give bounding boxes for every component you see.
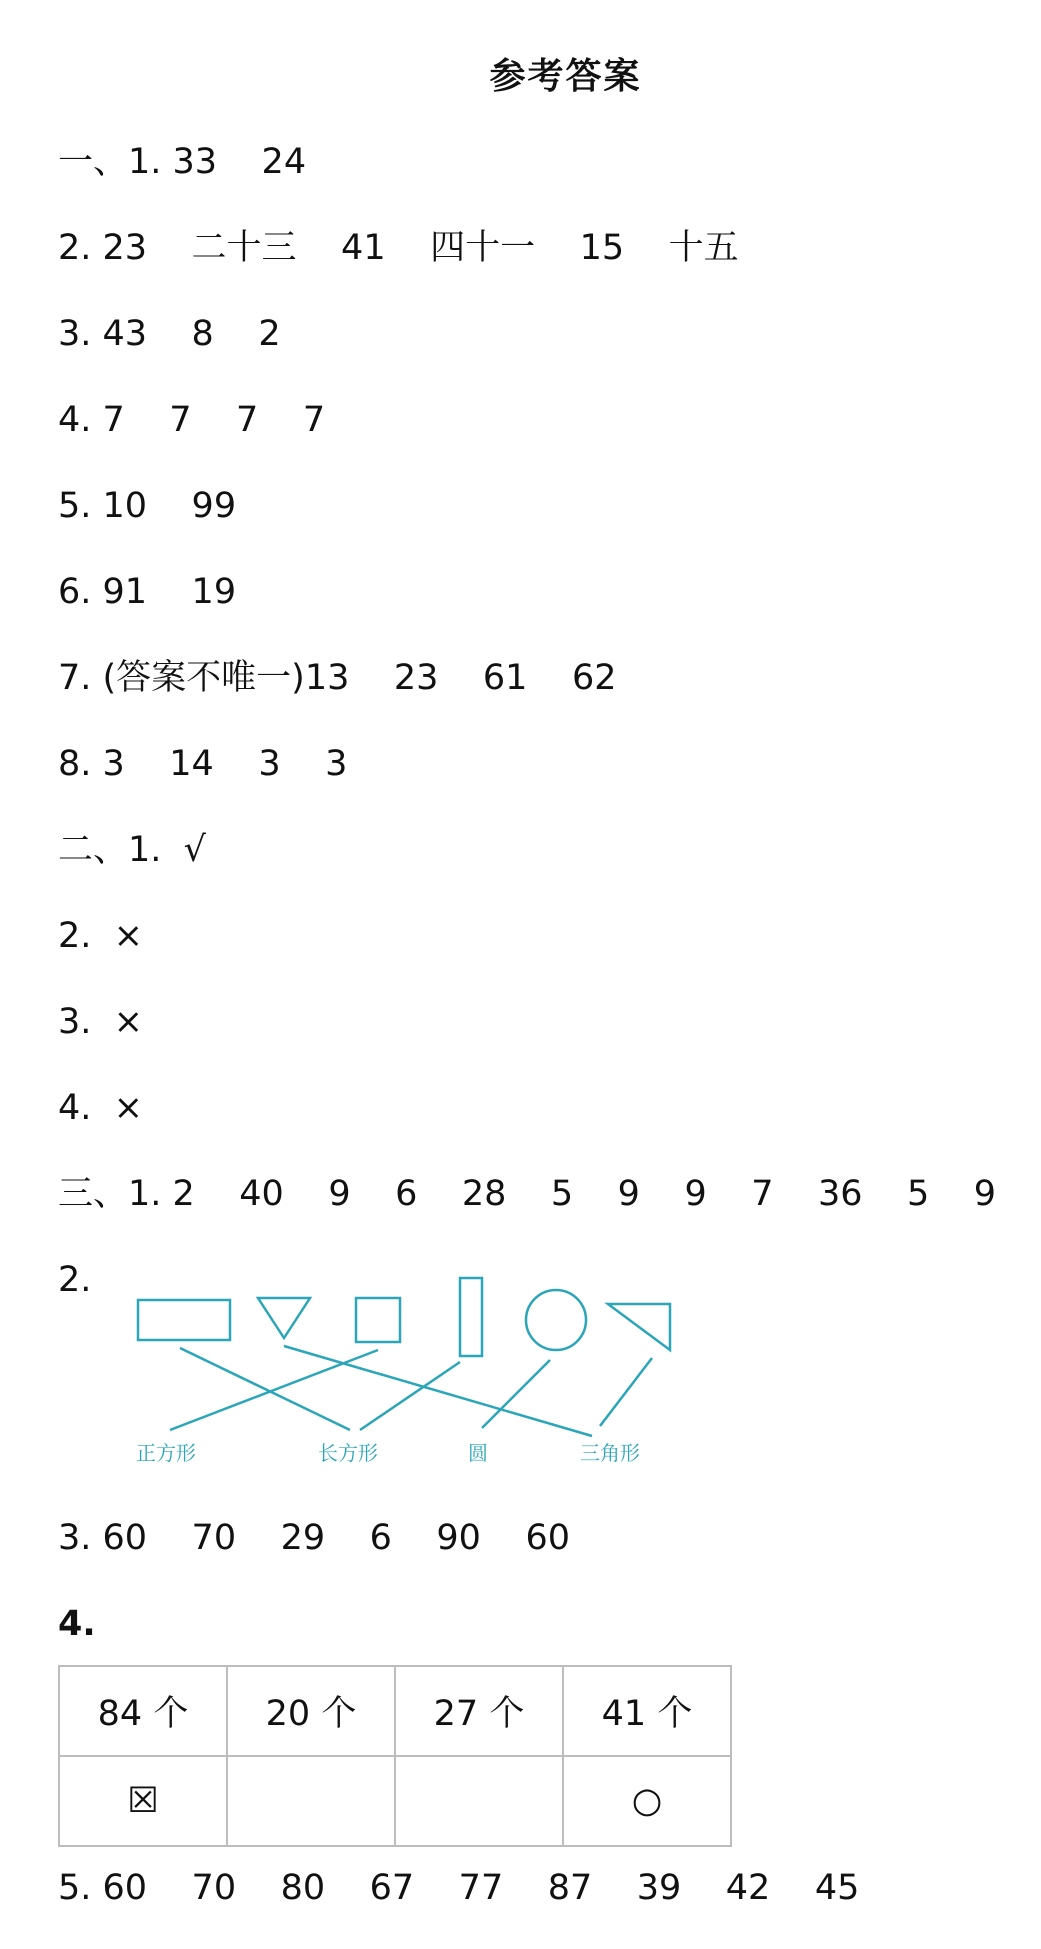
answer-line-1-4: 4. 7 7 7 7 [58,400,326,440]
match-line [284,1346,592,1436]
answer-line-1-6: 6. 91 19 [58,572,237,612]
diagram-label: 长方形 [318,1441,378,1465]
table-cell: ☒ [59,1756,227,1846]
diagram-label: 三角形 [580,1441,640,1465]
answer-line-3-5: 5. 60 70 80 67 77 87 39 42 45 [58,1868,860,1908]
match-line [600,1358,652,1426]
answer-line-3-1: 三、1. 2 40 9 6 28 5 9 9 7 36 5 9 [58,1174,997,1214]
table-cell [227,1756,395,1846]
table-row [59,1756,731,1846]
answer-line-2-3: 3. × [58,1002,143,1042]
table-cell: 20 个 [227,1666,395,1756]
match-line [180,1348,350,1430]
table-cell: 84 个 [59,1666,227,1756]
table-cell: 41 个 [563,1666,731,1756]
answer-table [58,1665,732,1847]
answer-line-1-1: 一、1. 33 24 [58,142,307,182]
tall-rectangle-shape [460,1278,482,1356]
answer-line-1-3: 3. 43 8 2 [58,314,281,354]
answer-line-1-7: 7. (答案不唯一)13 23 61 62 [58,658,617,698]
diagram-label: 圆 [468,1441,488,1465]
answer-line-1-2: 2. 23 二十三 41 四十一 15 十五 [58,228,739,268]
answer-line-3-4: 4. [58,1604,96,1644]
answer-line-1-5: 5. 10 99 [58,486,237,526]
table-cell: 27 个 [395,1666,563,1756]
down-triangle-shape [258,1298,310,1338]
answer-line-2-1: 二、1. √ [58,830,206,870]
match-line [482,1360,550,1428]
answer-line-3-3: 3. 60 70 29 6 90 60 [58,1518,570,1558]
circle-shape [526,1290,586,1350]
square-shape [356,1298,400,1342]
right-triangle-shape [608,1304,670,1350]
shape-matching-diagram [130,1270,690,1470]
answer-line-3-2: 2. [58,1260,92,1300]
rectangle-shape [138,1300,230,1340]
page-title: 参考答案 [489,56,642,97]
answer-line-1-8: 8. 3 14 3 3 [58,744,348,784]
table-row [59,1666,731,1756]
answer-line-2-2: 2. × [58,916,143,956]
match-line [170,1350,378,1430]
table-cell [395,1756,563,1846]
table-cell: ○ [563,1756,731,1846]
answer-line-2-4: 4. × [58,1088,143,1128]
diagram-label: 正方形 [136,1441,196,1465]
